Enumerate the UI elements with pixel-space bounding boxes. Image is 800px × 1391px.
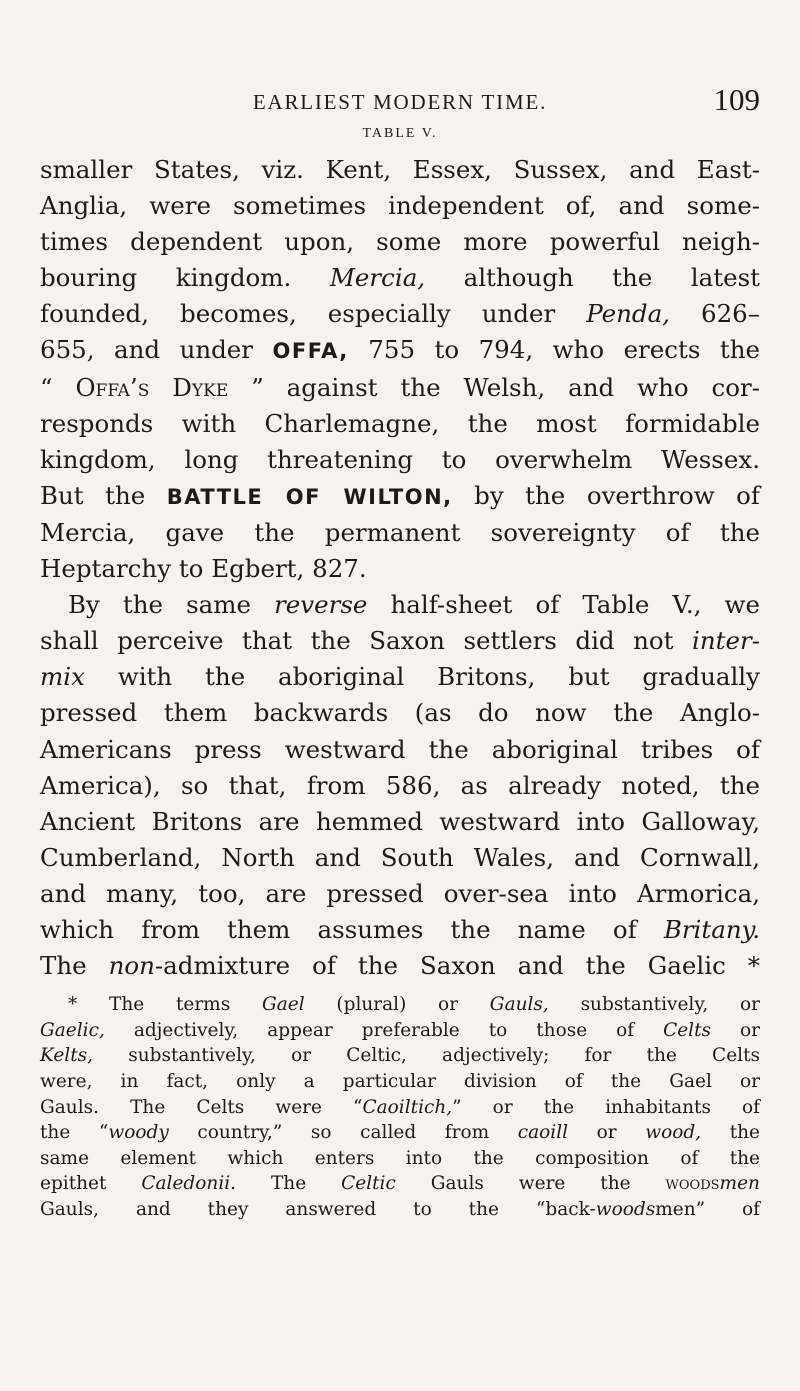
text-line: Anglia, were sometimes independent of, and some- — [40, 191, 760, 221]
footnote-line: Gauls, and they answered to the “back-woodsmen” of — [40, 1198, 760, 1220]
text-line: The non-admixture of the Saxon and the Gaelic * — [40, 951, 760, 981]
emphasis-mix: mix — [40, 662, 85, 692]
text-line: Ancient Britons are hemmed westward into Galloway, — [40, 806, 760, 836]
text-line: bouring kingdom. Mercia, although the latest — [40, 263, 761, 293]
emphasis-inter: inter- — [692, 626, 760, 656]
battle-of-wilton: BATTLE OF WILTON, — [166, 484, 453, 509]
text-line: smaller States, viz. Kent, Essex, Sussex, and East- — [40, 155, 760, 184]
text-line: which from them assumes the name of Britany. — [40, 914, 760, 944]
book-page — [40, 82, 760, 1223]
text-line: 655, and under OFFA, 755 to 794, who erects the — [40, 335, 761, 365]
emphasis-penda: Penda, — [586, 299, 670, 329]
text-line: Cumberland, North and South Wales, and Cornwall, — [40, 842, 760, 872]
text-line: times dependent upon, some more powerful neigh- — [40, 227, 760, 257]
page-number: 109 — [713, 82, 760, 117]
offas-dyke: Offa’s Dyke — [75, 372, 229, 402]
text-line: “ Offa’s Dyke ” against the Welsh, and who cor- — [40, 372, 760, 402]
footnote-line: epithet Caledonii. The Celtic Gauls were the woodsmen — [40, 1173, 760, 1195]
text-line: and many, too, are pressed over-sea into Armorica, — [40, 878, 760, 908]
footnote-line: * The terms Gael (plural) or Gauls, substantively, or — [68, 994, 760, 1016]
text-line: responds with Charlemagne, the most formidable — [40, 408, 760, 438]
name-offa: OFFA, — [272, 339, 349, 364]
text-line: By the same reverse half-sheet of Table V., we — [68, 590, 760, 620]
running-title: EARLIEST MODERN TIME. — [252, 90, 548, 114]
footnote-line: Gaelic, adjectively, appear preferable to those of Celts or — [40, 1019, 760, 1041]
footnote-line: Kelts, substantively, or Celtic, adjectively; for the Celts — [40, 1045, 760, 1067]
footnote-line: Gauls. The Celts were “Caoiltich,” or the inhabitants of — [40, 1096, 760, 1118]
table-subheading: TABLE V. — [362, 126, 438, 141]
emphasis-reverse: reverse — [274, 590, 368, 620]
emphasis-mercia: Mercia, — [329, 263, 426, 293]
text-line: mix with the aboriginal Britons, but gradually — [40, 662, 760, 692]
paragraph-2 — [40, 587, 760, 984]
text-line: But the BATTLE OF WILTON, by the overthrow of — [40, 480, 760, 510]
text-line: Americans press westward the aboriginal tribes of — [40, 734, 760, 764]
text-line: Mercia, gave the permanent sovereignty of the — [40, 517, 760, 547]
footnote-line: the “woody country,” so called from caoill or wood, the — [40, 1122, 760, 1144]
text-line: America), so that, from 586, as already noted, the — [40, 770, 760, 800]
text-line: pressed them backwards (as do now the Anglo- — [40, 698, 760, 728]
paragraph-1 — [40, 152, 760, 587]
running-head — [40, 82, 760, 122]
emphasis-non: non — [108, 951, 155, 981]
footnote-line: same element which enters into the composition of the — [40, 1147, 760, 1169]
emphasis-britany: Britany. — [663, 914, 760, 944]
body-text — [40, 152, 760, 984]
text-line: shall perceive that the Saxon settlers did not inter- — [40, 626, 760, 656]
text-line: founded, becomes, especially under Penda, 626– — [40, 299, 760, 329]
text-line: kingdom, long threatening to overwhelm Wessex. — [40, 444, 760, 474]
footnote-line: were, in fact, only a particular division of the Gael or — [40, 1070, 760, 1092]
text-line: Heptarchy to Egbert, 827. — [40, 554, 367, 584]
footnote — [40, 992, 760, 1222]
